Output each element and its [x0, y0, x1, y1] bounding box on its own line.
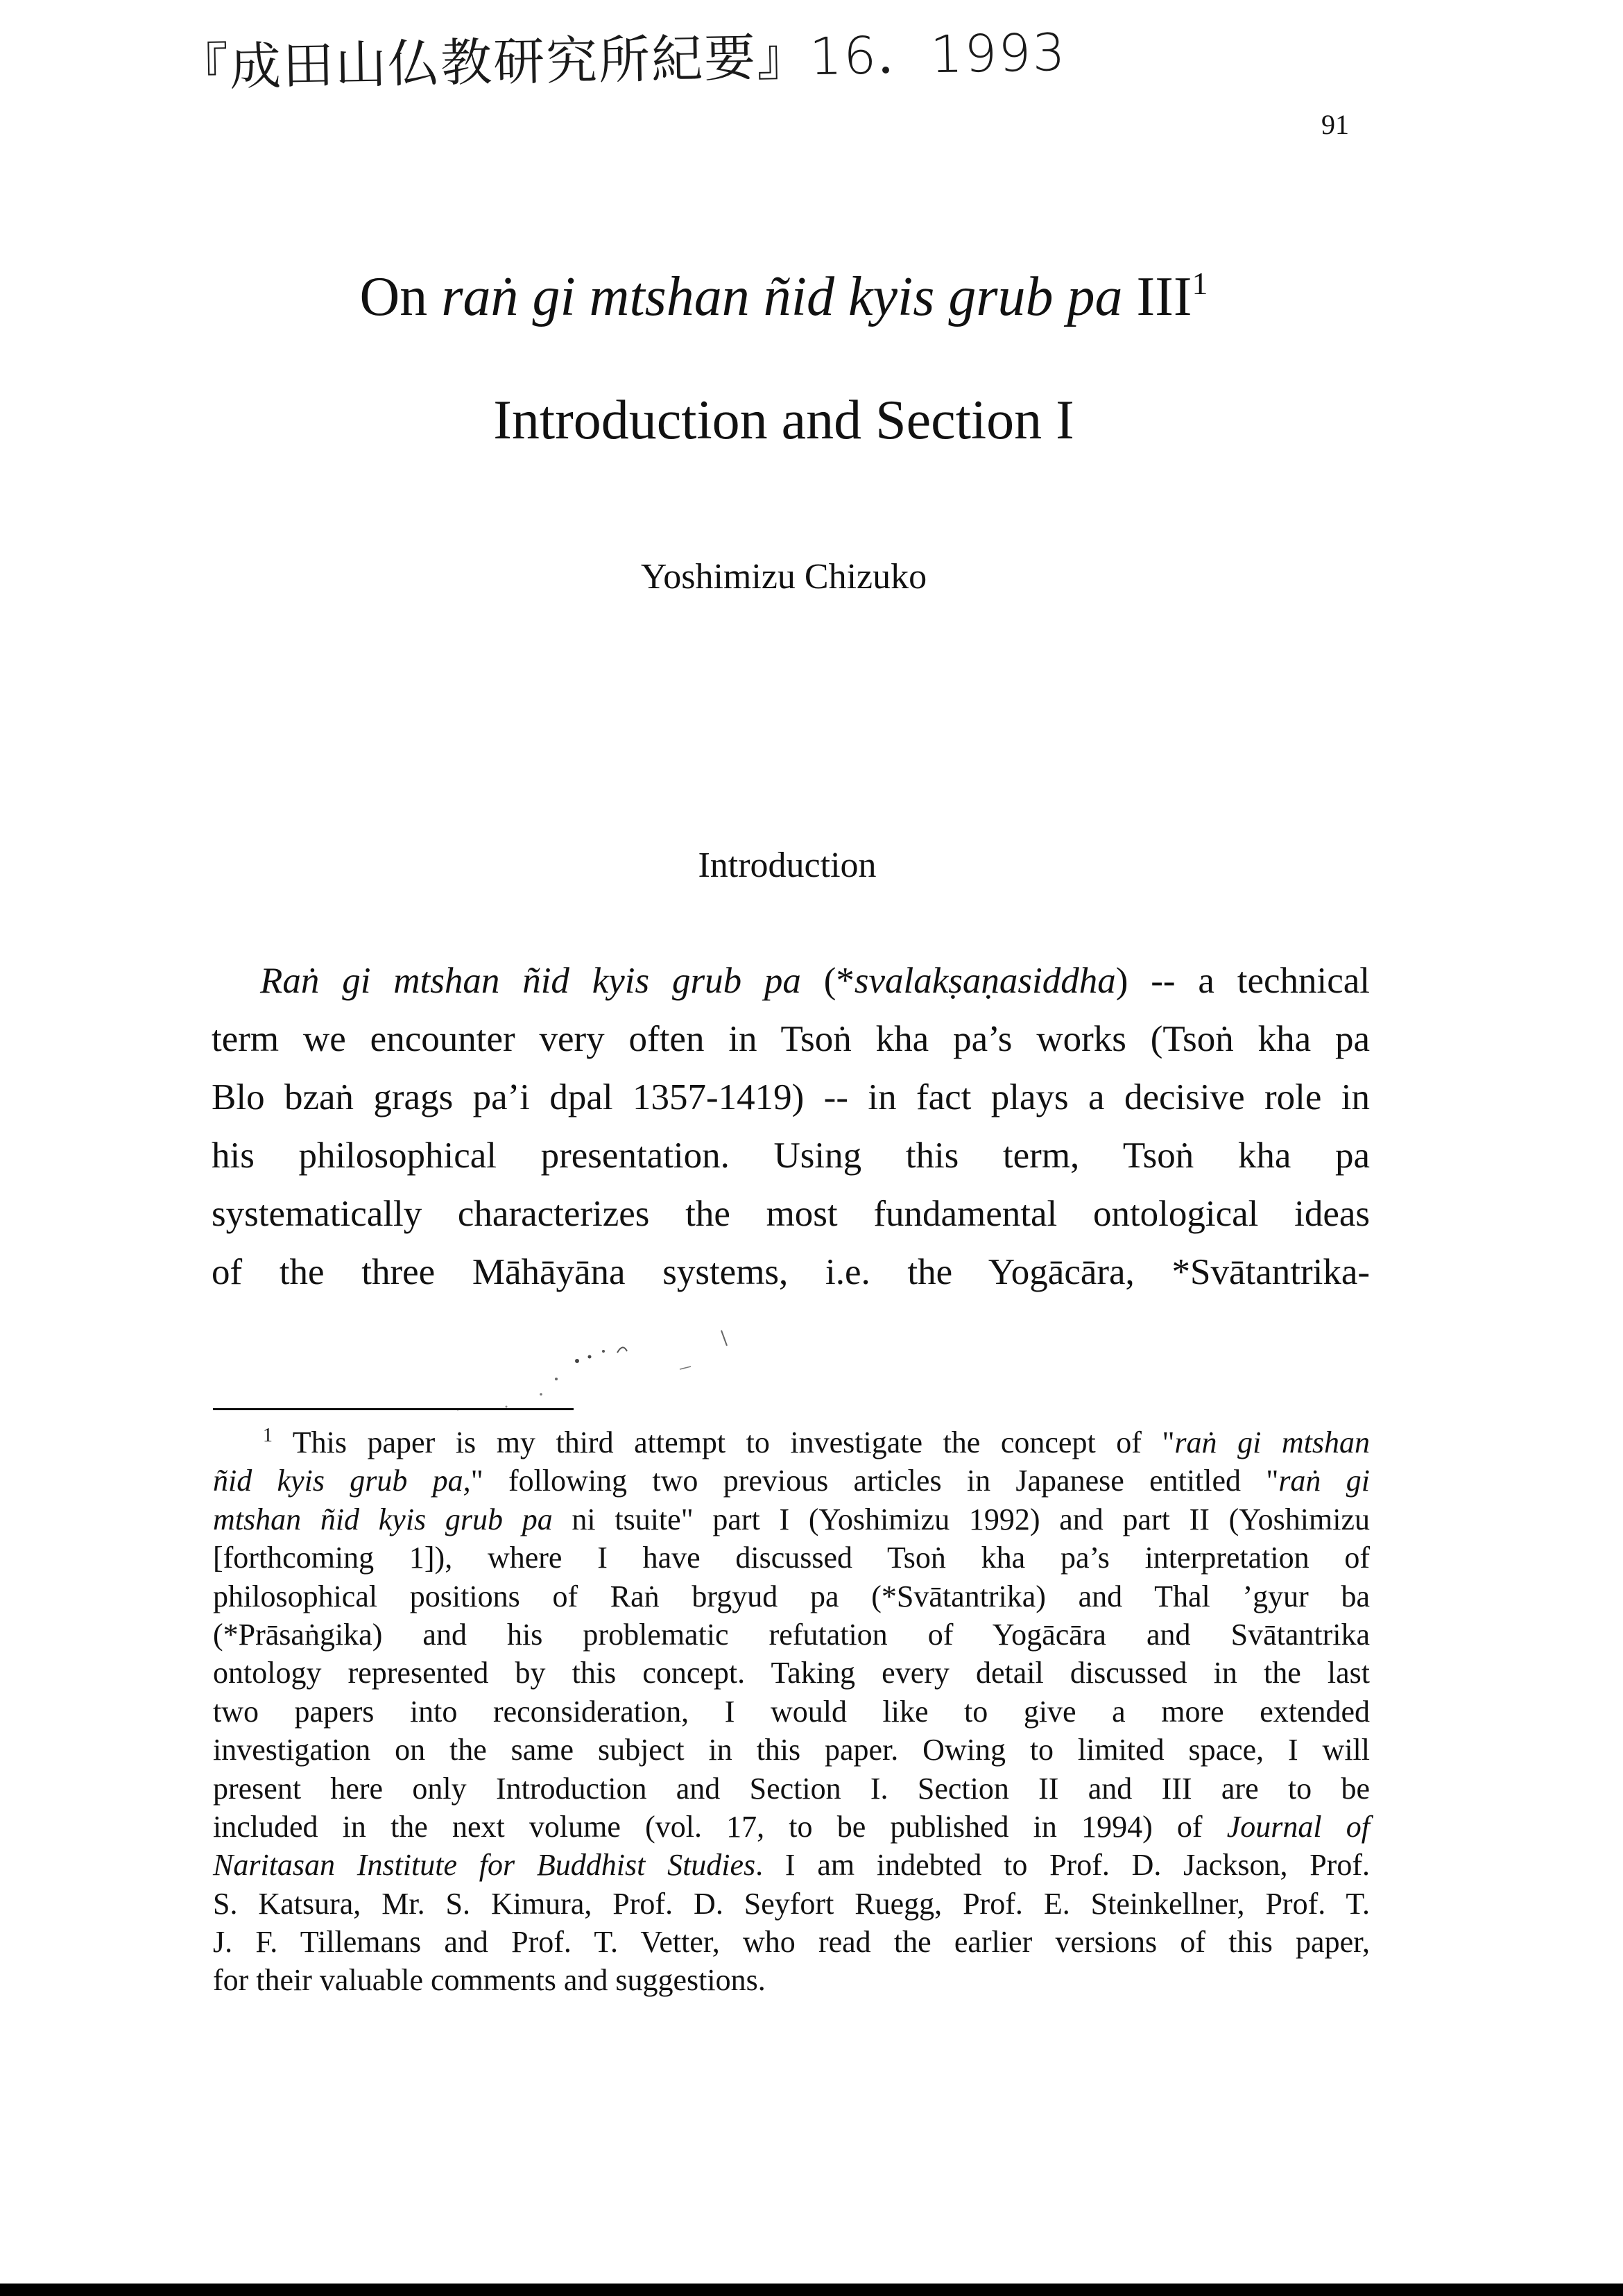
body-line-4: his philosophical presentation. Using this term, Tsoṅ kha pa: [212, 1136, 1370, 1176]
body-italic-term: Raṅ gi mtshan ñid kyis grub pa: [260, 961, 801, 1001]
scan-specks: [291, 1318, 791, 1415]
footnote-line: for their valuable comments and suggestions.: [213, 1963, 766, 1998]
body-line-3: Blo bzaṅ grags pa’i dpal 1357-1419) -- in fact plays a decisive role in: [212, 1077, 1370, 1117]
speck: [602, 1350, 605, 1353]
footnote-1: [213, 1423, 1370, 2000]
footnote-italic: Journal of: [1226, 1809, 1370, 1844]
title-footnote-marker: 1: [1192, 266, 1208, 301]
footnote-line: present here only Introduction and Section I. Section II and III are to be: [213, 1771, 1370, 1806]
footnote-line: philosophical positions of Raṅ brgyud pa (*Svātantrika) and Thal ’gyur ba: [213, 1579, 1370, 1613]
footnote-text: . I am indebted to Prof. D. Jackson, Prof.: [755, 1848, 1370, 1883]
body-line-2: term we encounter very often in Tsoṅ kha pa’s works (Tsoṅ kha pa: [212, 1019, 1370, 1059]
footnote-italic: ñid kyis grub pa,: [213, 1464, 471, 1498]
title-prefix: On: [359, 266, 442, 327]
footnote-line: S. Katsura, Mr. S. Kimura, Prof. D. Seyfort Ruegg, Prof. E. Steinkellner, Prof. T.: [213, 1886, 1370, 1921]
body-italic-sanskrit: svalakṣaṇasiddha: [854, 961, 1116, 1001]
handwritten-journal-annotation: 『成田山仏教研究所紀要』16．1993: [176, 22, 1067, 98]
speck: [721, 1330, 727, 1346]
footnote-italic: Naritasan Institute for Buddhist Studies: [213, 1848, 756, 1883]
body-paragraph: [212, 952, 1370, 1301]
speck: [555, 1378, 558, 1380]
footnote-line: J. F. Tillemans and Prof. T. Vetter, who read the earlier versions of this paper,: [213, 1925, 1370, 1960]
footnote-italic: raṅ gi mtshan: [1174, 1425, 1370, 1459]
speck: [540, 1393, 542, 1396]
body-line-5: systematically characterizes the most fundamental ontological ideas: [212, 1194, 1370, 1234]
page-number: 91: [1321, 109, 1349, 140]
speck: [575, 1359, 579, 1363]
title-suffix: III: [1122, 266, 1192, 327]
footnote-text: This paper is my third attempt to investigate the concept of ": [273, 1425, 1175, 1459]
footnote-line: [213, 1846, 1370, 1884]
footnote-text: " following two previous articles in Japanese entitled ": [470, 1464, 1279, 1498]
body-text-b: ) -- a technical: [1115, 961, 1370, 1001]
footnote-line: [213, 1423, 1370, 1462]
footnote-line: (*Prāsaṅgika) and his problematic refutation of Yogācāra and Svātantrika: [213, 1617, 1370, 1652]
footnote-italic: mtshan ñid kyis grub pa: [213, 1502, 553, 1536]
footnote-line: [213, 1500, 1370, 1539]
paper-subtitle: Introduction and Section I: [493, 390, 1074, 451]
body-text-a: (*: [800, 961, 855, 1001]
footnote-text: included in the next volume (vol. 17, to be published in 1994) of: [213, 1809, 1227, 1844]
footnote-text: ni tsuite" part I (Yoshimizu 1992) and part II (Yoshimizu: [552, 1502, 1370, 1536]
footnote-line: investigation on the same subject in this paper. Owing to limited space, I will: [213, 1733, 1370, 1767]
body-line-6: of the three Māhāyāna systems, i.e. the Yogācāra, *Svātantrika-: [212, 1252, 1370, 1292]
paper-title: [0, 266, 1568, 327]
footnote-italic: raṅ gi: [1278, 1464, 1370, 1498]
speck: [617, 1347, 627, 1353]
speck: [588, 1355, 592, 1359]
footnote-divider: [213, 1408, 574, 1410]
scan-bottom-edge: [0, 2284, 1623, 2296]
speck: [680, 1367, 691, 1369]
section-heading-introduction: Introduction: [698, 846, 877, 885]
footnote-line: two papers into reconsideration, I would like to give a more extended: [213, 1694, 1370, 1729]
footnote-line: ontology represented by this concept. Taking every detail discussed in the last: [213, 1656, 1370, 1690]
footnote-line: [forthcoming 1]), where I have discussed Tsoṅ kha pa’s interpretation of: [213, 1541, 1370, 1575]
footnote-line: [213, 1808, 1370, 1846]
title-italic-term: raṅ gi mtshan ñid kyis grub pa: [441, 266, 1123, 327]
footnote-line: [213, 1462, 1370, 1500]
footnote-marker: 1: [263, 1425, 273, 1446]
author-name: Yoshimizu Chizuko: [640, 557, 927, 597]
body-line-1: [212, 952, 1370, 1010]
